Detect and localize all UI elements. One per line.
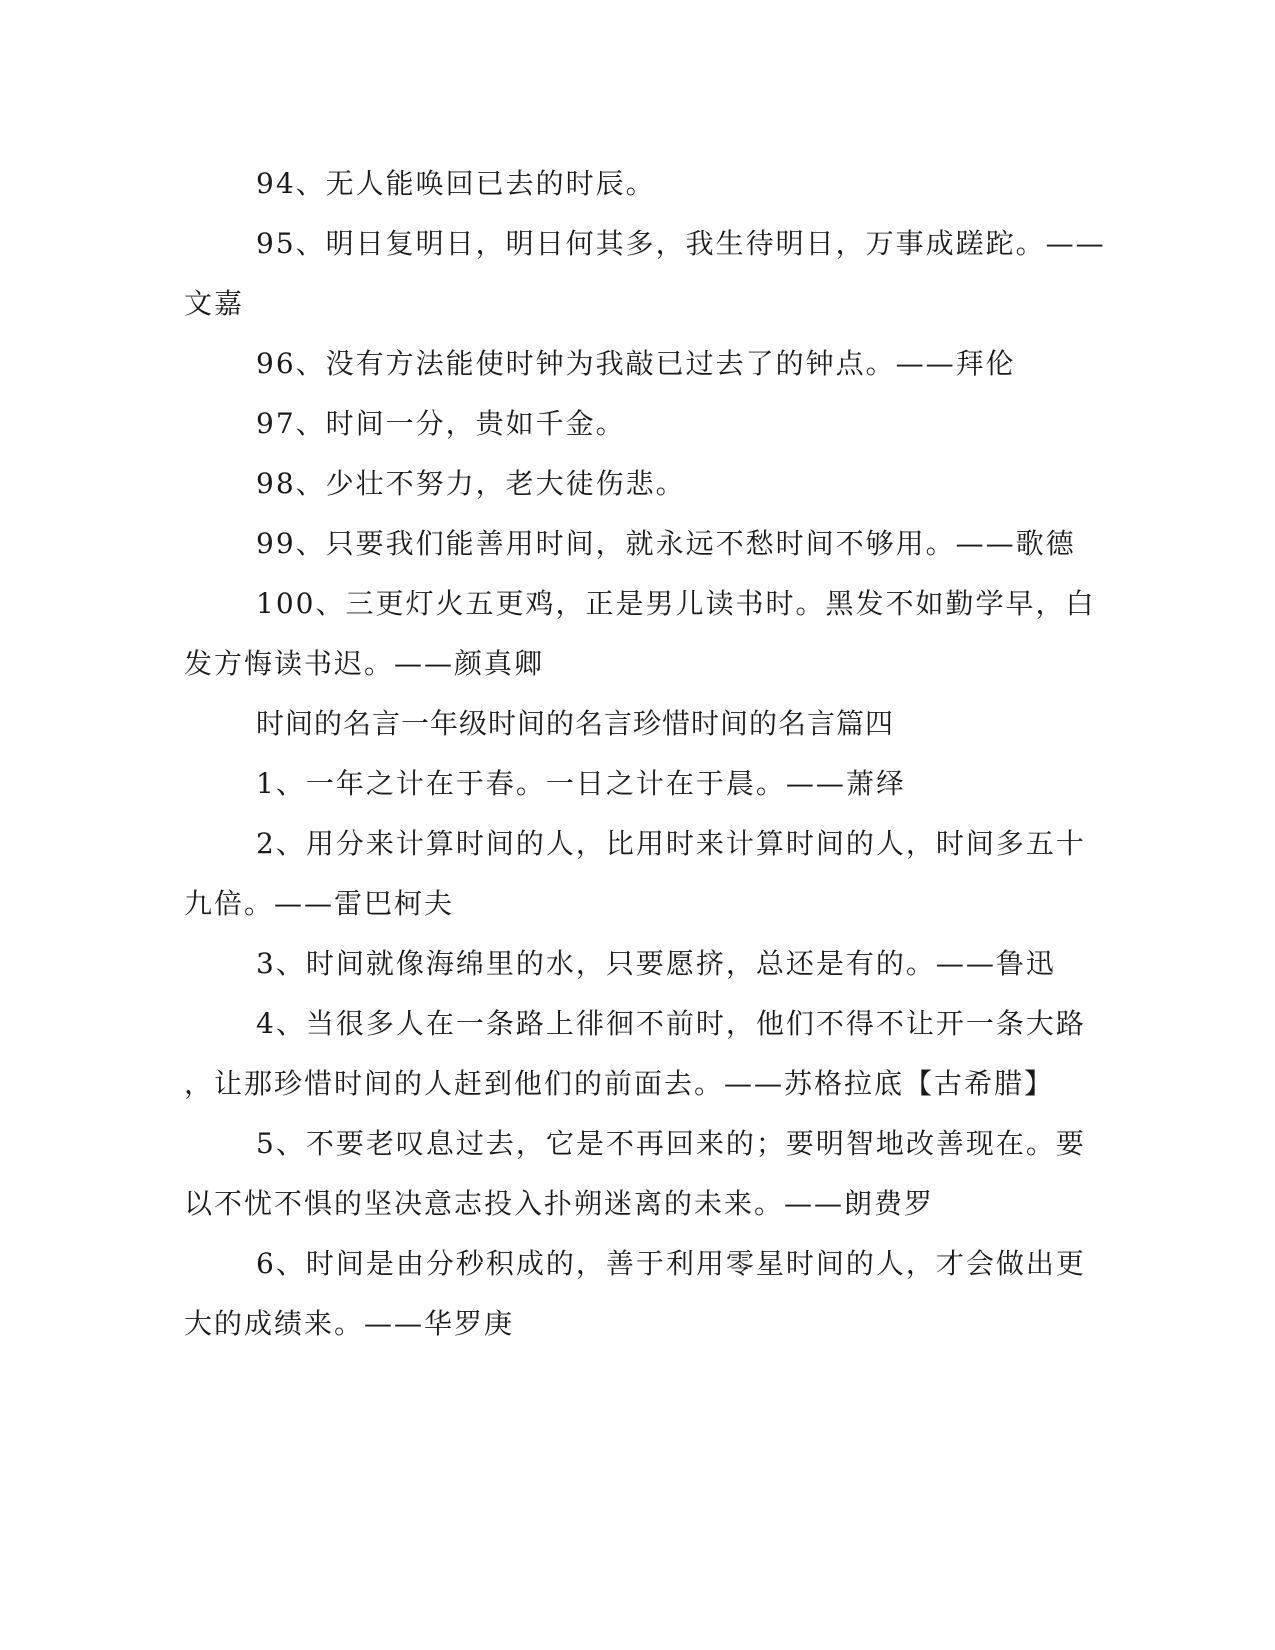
quote-95: 95、明日复明日，明日何其多，我生待明日，万事成蹉跎。—— — [256, 227, 1106, 260]
quote-2-continued: 九倍。——雷巴柯夫 — [184, 887, 455, 920]
quote-95-continued: 文嘉 — [184, 287, 245, 320]
quote-1: 1、一年之计在于春。一日之计在于晨。——萧绎 — [256, 767, 906, 800]
quote-100-continued: 发方悔读书迟。——颜真卿 — [184, 647, 545, 680]
quote-5-continued: 以不忧不惧的坚决意志投入扑朔迷离的未来。——朗费罗 — [184, 1187, 935, 1220]
quote-4-continued: ，让那珍惜时间的人赶到他们的前面去。——苏格拉底【古希腊】 — [184, 1067, 1055, 1100]
quote-2: 2、用分来计算时间的人，比用时来计算时间的人，时间多五十 — [256, 827, 1086, 860]
section-heading: 时间的名言一年级时间的名言珍惜时间的名言篇四 — [256, 707, 895, 740]
quote-97: 97、时间一分，贵如千金。 — [256, 407, 626, 440]
quote-94: 94、无人能唤回已去的时辰。 — [256, 167, 656, 200]
document-page — [184, 154, 1106, 1354]
quote-3: 3、时间就像海绵里的水，只要愿挤，总还是有的。——鲁迅 — [256, 947, 1056, 980]
quote-98: 98、少壮不努力，老大徒伤悲。 — [256, 467, 686, 500]
quote-96: 96、没有方法能使时钟为我敲已过去了的钟点。——拜伦 — [256, 347, 1016, 380]
quote-99: 99、只要我们能善用时间，就永远不愁时间不够用。——歌德 — [256, 527, 1076, 560]
quote-6-continued: 大的成绩来。——华罗庚 — [184, 1307, 515, 1340]
quote-4: 4、当很多人在一条路上徘徊不前时，他们不得不让开一条大路 — [256, 1007, 1086, 1040]
quote-6: 6、时间是由分秒积成的，善于利用零星时间的人，才会做出更 — [256, 1247, 1086, 1280]
quote-100: 100、三更灯火五更鸡，正是男儿读书时。黑发不如勤学早，白 — [256, 587, 1096, 620]
quote-5: 5、不要老叹息过去，它是不再回来的；要明智地改善现在。要 — [256, 1127, 1086, 1160]
